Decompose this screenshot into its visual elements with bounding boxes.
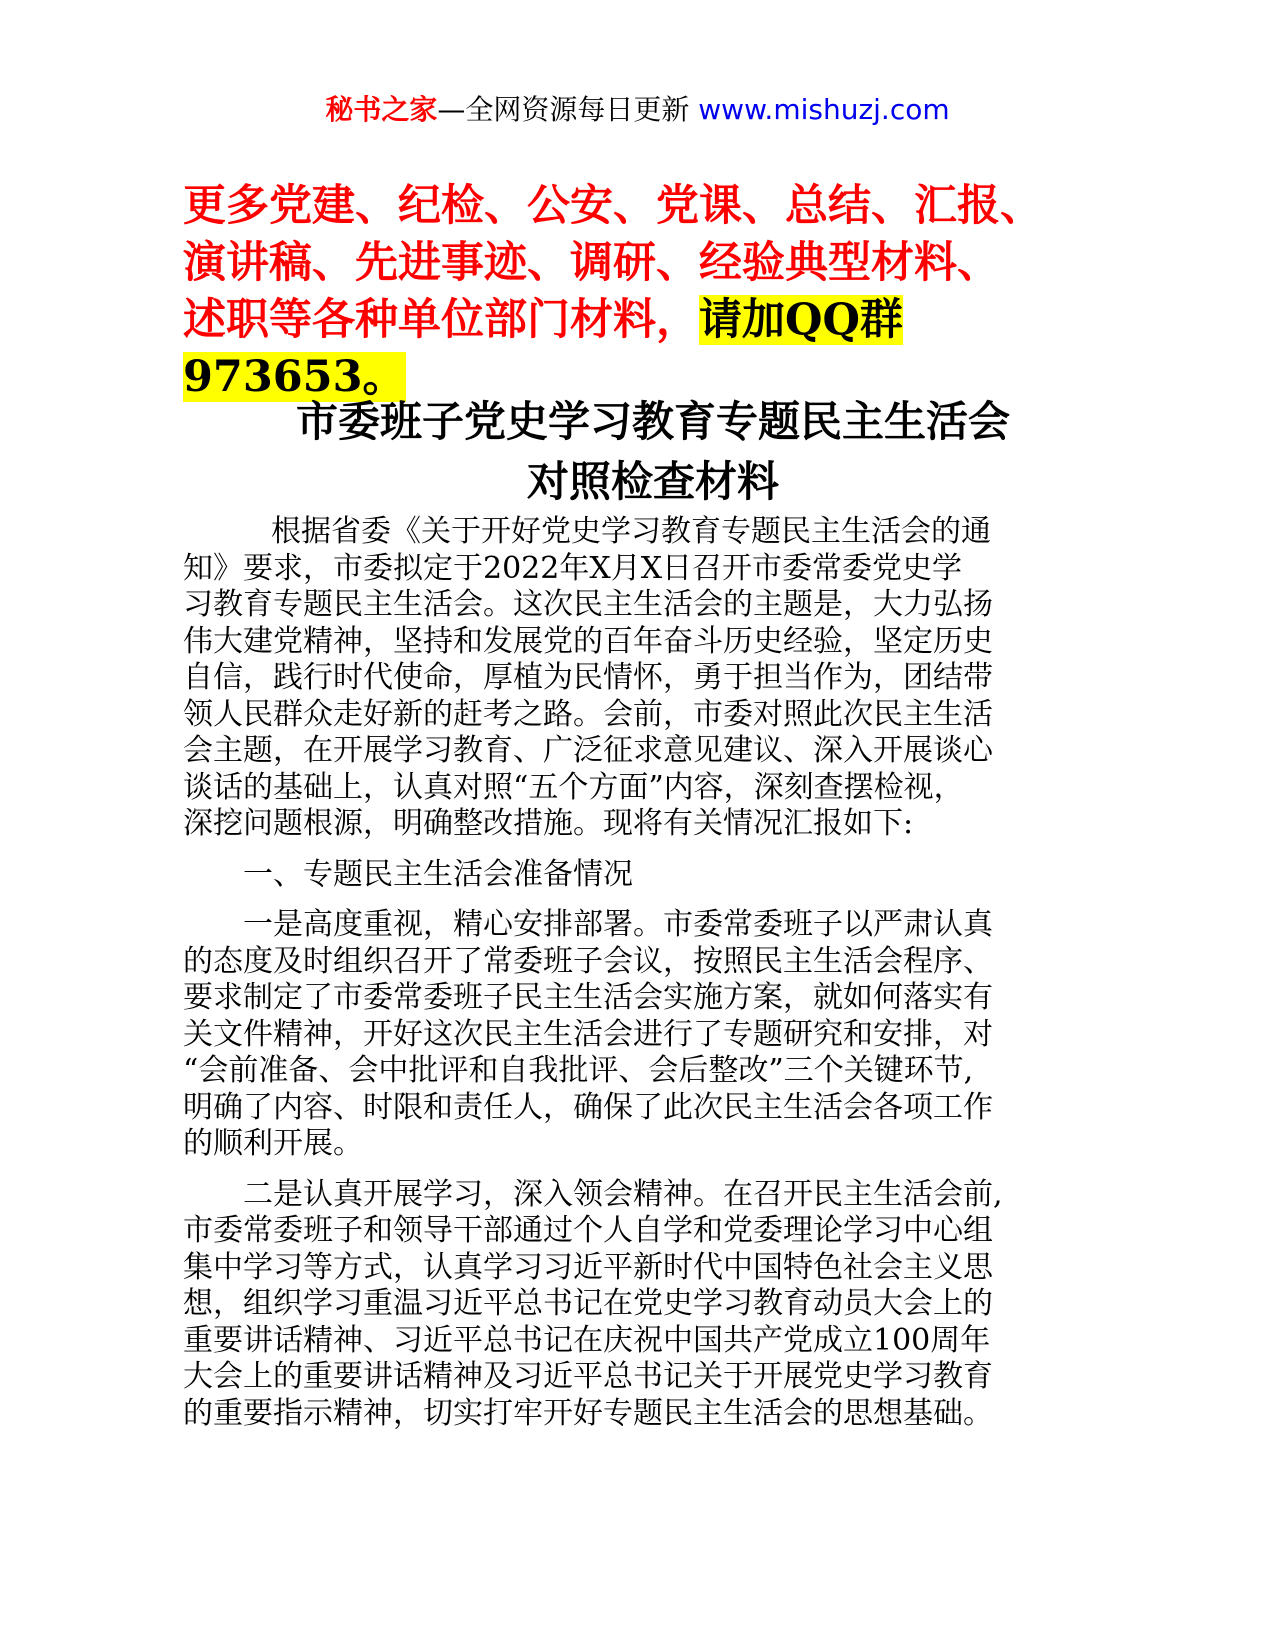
promo-text: 述职等各种单位部门材料， (183, 295, 699, 345)
promo-banner (183, 178, 1083, 406)
title-line: 市委班子党史学习教育专题民主生活会 (295, 397, 1010, 446)
body-line: “会前准备、会中批评和自我批评、会后整改”三个关键环节, (183, 1053, 974, 1088)
body-line: 伟大建党精神，坚持和发展党的百年奋斗历史经验，坚定历史 (183, 623, 993, 659)
site-slogan: —全网资源每日更新 (437, 93, 699, 126)
body-line: 的态度及时组织召开了常委班子会议，按照民主生活会程序、 (183, 943, 993, 979)
body-line: 谈话的基础上，认真对照“五个方面”内容，深刻查摆检视， (183, 769, 964, 805)
body-line: 会主题，在开展学习教育、广泛征求意见建议、深入开展谈心 (183, 733, 993, 768)
site-url-link[interactable]: www.mishuzj.com (698, 93, 950, 126)
body-line: 深挖问题根源，明确整改措施。现将有关情况汇报如下: (183, 806, 914, 841)
title-line: 对照检查材料 (526, 457, 779, 506)
body-line: 明确了内容、时限和责任人，确保了此次民主生活会各项工作 (183, 1089, 993, 1125)
body-line: 大会上的重要讲话精神及习近平总书记关于开展党史学习教育 (183, 1359, 993, 1394)
document-body (183, 514, 1063, 1432)
promo-line: 更多党建、纪检、公安、党课、总结、汇报、 (183, 181, 1043, 231)
body-line: 领人民群众走好新的赶考之路。会前，市委对照此次民主生活 (183, 696, 993, 732)
promo-qq-highlight: 请加QQ群 (699, 295, 903, 345)
body-line: 重要讲话精神、习近平总书记在庆祝中国共产党成立100周年 (183, 1322, 991, 1358)
body-line: 二是认真开展学习，深入领会精神。在召开民主生活会前, (243, 1176, 1003, 1212)
body-line: 要求制定了市委常委班子民主生活会实施方案，就如何落实有 (183, 980, 993, 1015)
site-header (0, 88, 1275, 132)
body-line: 一是高度重视，精心安排部署。市委常委班子以严肃认真 (243, 907, 993, 942)
body-line: 自信，践行时代使命，厚植为民情怀，勇于担当作为，团结带 (183, 660, 993, 695)
section-heading: 一、专题民主生活会准备情况 (243, 856, 633, 892)
body-line: 集中学习等方式，认真学习习近平新时代中国特色社会主义思 (183, 1249, 993, 1285)
body-line: 想，组织学习重温习近平总书记在党史学习教育动员大会上的 (183, 1286, 993, 1321)
promo-line: 演讲稿、先进事迹、调研、经验典型材料、 (183, 238, 1000, 288)
body-line: 根据省委《关于开好党史学习教育专题民主生活会的通 (271, 514, 991, 549)
document-title (183, 392, 1123, 512)
site-brand: 秘书之家 (325, 93, 438, 126)
body-line: 习教育专题民主生活会。这次民主生活会的主题是，大力弘扬 (183, 587, 993, 622)
body-line: 知》要求，市委拟定于2022年X月X日召开市委常委党史学 (183, 550, 963, 586)
promo-line (183, 292, 1083, 349)
body-line: 的重要指示精神，切实打牢开好专题民主生活会的思想基础。 (183, 1395, 993, 1431)
body-line: 市委常委班子和领导干部通过个人自学和党委理论学习中心组 (183, 1213, 993, 1248)
promo-qq-number: 973653。 (183, 352, 406, 402)
body-line: 的顺利开展。 (183, 1126, 363, 1161)
body-line: 关文件精神，开好这次民主生活会进行了专题研究和安排，对 (183, 1016, 993, 1052)
